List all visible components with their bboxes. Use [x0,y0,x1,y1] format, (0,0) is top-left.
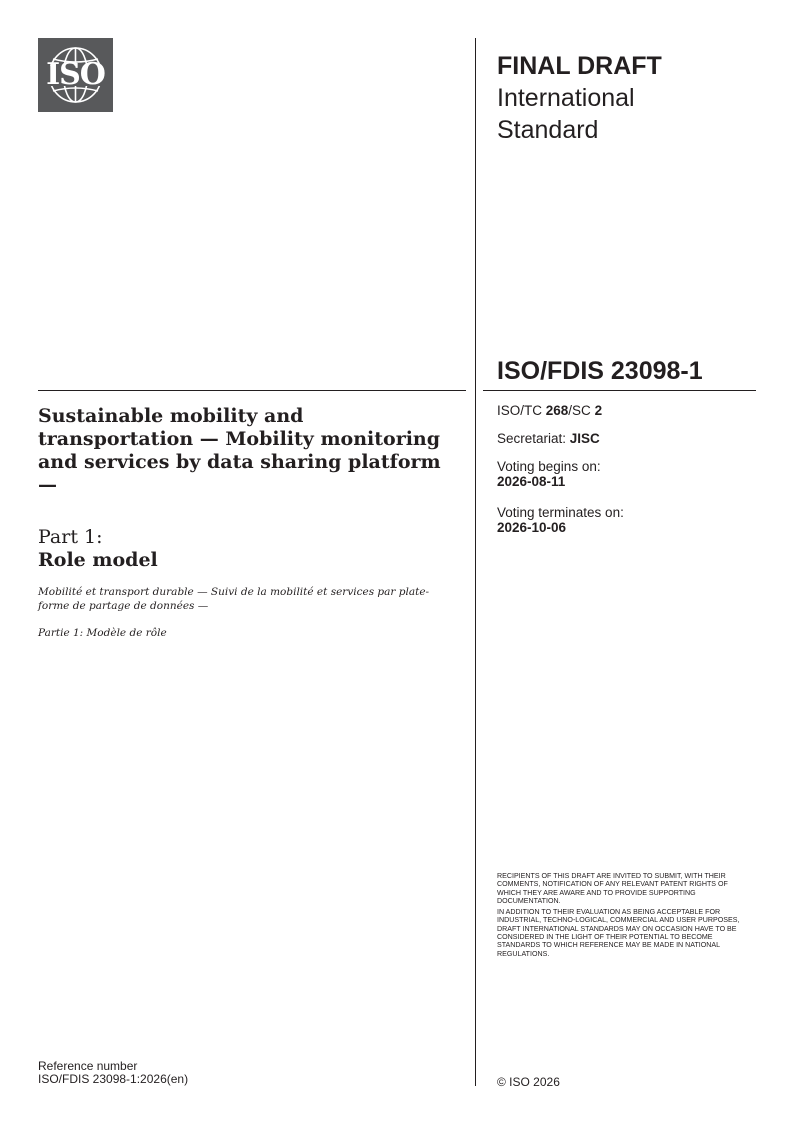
technical-committee: ISO/TC 268/SC 2 [497,403,603,418]
voting-terminates-label: Voting terminates on: [497,505,624,520]
notice-paragraph: IN ADDITION TO THEIR EVALUATION AS BEING ACCEPTABLE FOR INDUSTRIAL, TECHNO-LOGICAL, COMMERCIAL AND USER PURPOSES, DRAFT INTERNATIONAL STANDARDS MAY ON OCCASION HAVE TO BE CONSIDERED IN THE LIGHT OF THEIR POTENTIAL TO BECOME STANDARDS TO WHICH REFERENCE MAY BE MADE IN NATIONAL REGULATIONS. [497,908,740,958]
reference-number-label: Reference number [38,1059,138,1073]
document-type-line: Standard [497,116,599,144]
title-rule-left [38,390,466,391]
french-title: Mobilité et transport durable — Suivi de la mobilité et services par plate-forme de partage de données — [38,586,430,612]
tc-number: 268 [545,403,569,418]
voting-begins-date: 2026-08-11 [497,474,566,489]
secretariat-value: JISC [569,431,600,446]
part-label: Part 1: [38,526,103,548]
part-title: Role model [38,549,158,571]
iso-logo-text: ISO [46,57,105,92]
copyright: © ISO 2026 [497,1075,560,1089]
sc-number: 2 [594,403,603,418]
document-type [497,50,747,146]
document-type-line: FINAL DRAFT [497,52,662,80]
reference-number: ISO/FDIS 23098-1:2026(en) [38,1072,189,1086]
document-type-line: International [497,84,635,112]
main-title: Sustainable mobility and transportation — Mobility monitoring and services by data sharing platform — [38,405,441,496]
column-divider [475,38,476,1086]
notice-paragraph: RECIPIENTS OF THIS DRAFT ARE INVITED TO SUBMIT, WITH THEIR COMMENTS, NOTIFICATION OF ANY RELEVANT PATENT RIGHTS OF WHICH THEY ARE AWARE AND TO PROVIDE SUPPORTING DOCUMENTATION. [497,872,728,905]
title-rule-right [483,390,756,391]
voting-begins [497,459,601,489]
secretariat: Secretariat: JISC [497,431,600,446]
voting-terminates [497,505,624,535]
standard-identifier: ISO/FDIS 23098-1 [497,357,703,385]
french-part-title: Partie 1: Modèle de rôle [38,627,167,639]
voting-terminates-date: 2026-10-06 [497,520,567,535]
recipients-notice [497,872,752,961]
voting-begins-label: Voting begins on: [497,459,601,474]
